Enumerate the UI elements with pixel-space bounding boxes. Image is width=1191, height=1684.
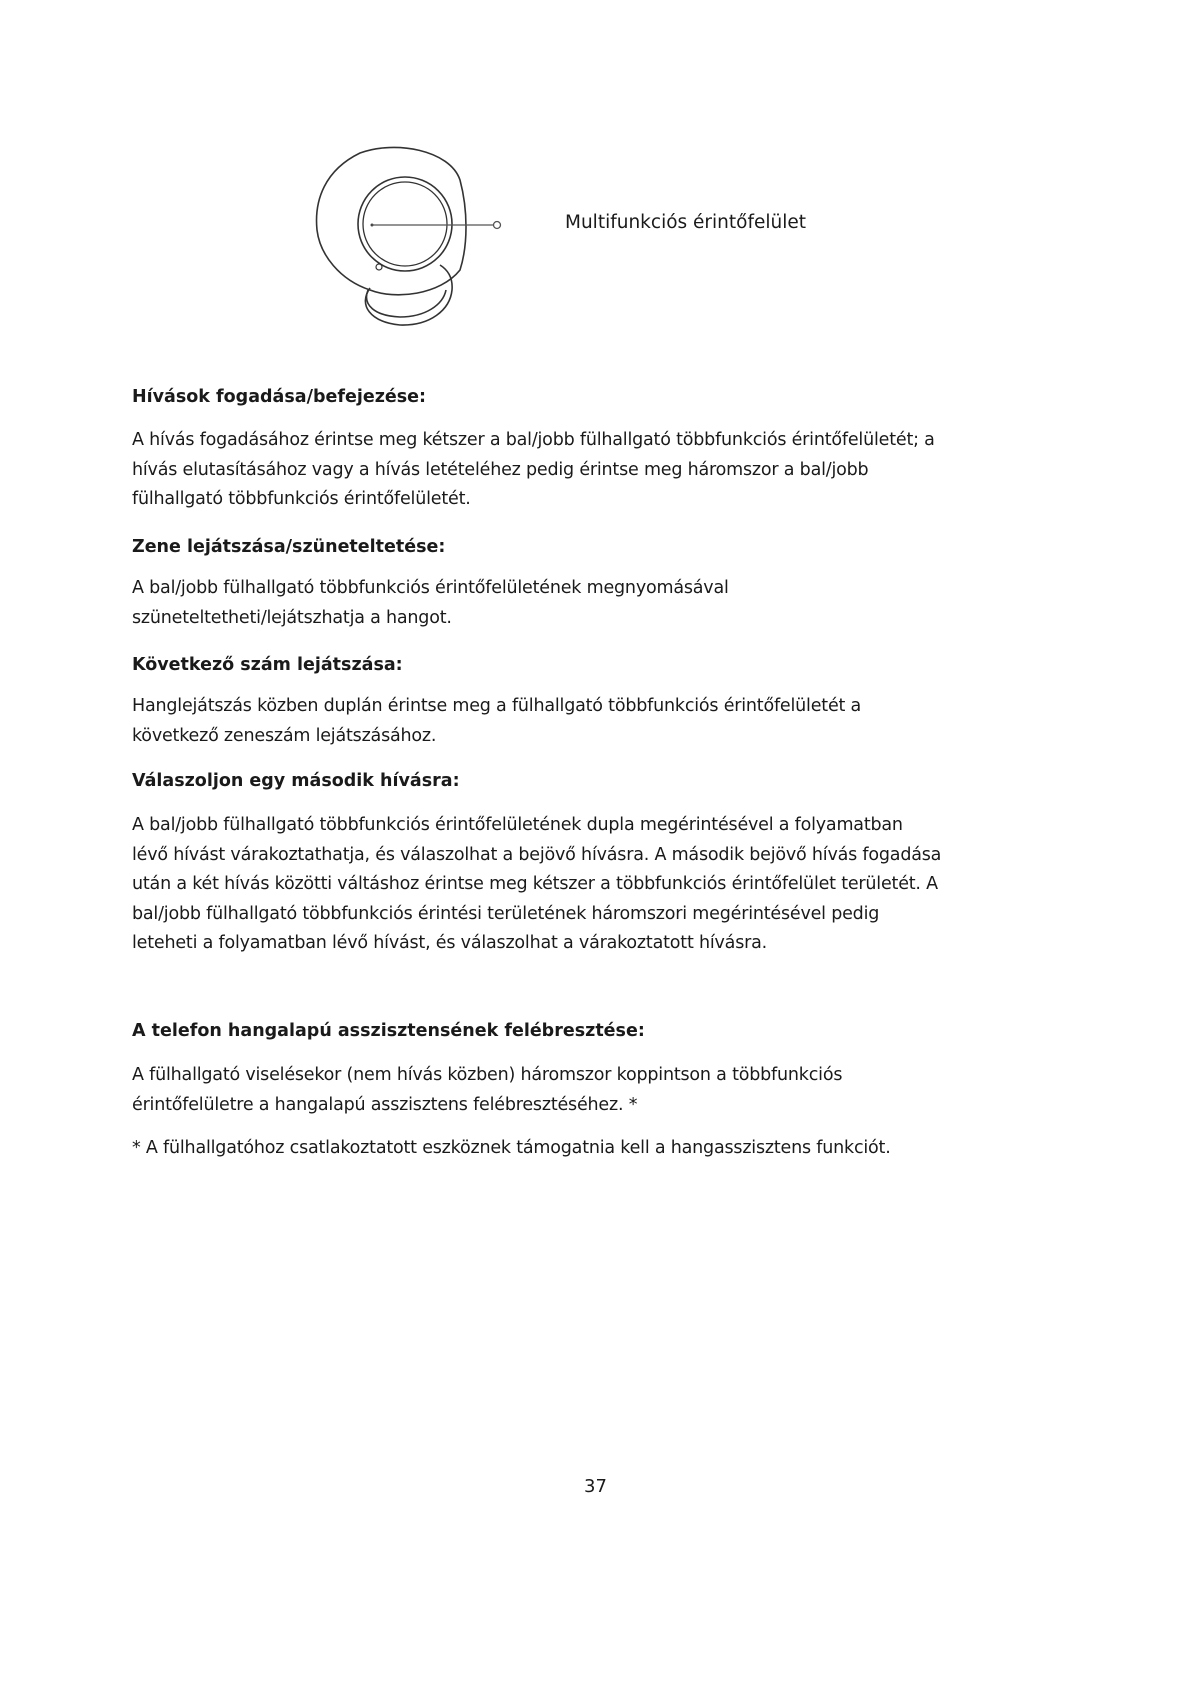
section-heading: Zene lejátszása/szüneteltetése: [132, 537, 446, 557]
text-line: következő zeneszám lejátszásához. [132, 725, 437, 746]
figure-label: Multifunkciós érintőfelület [565, 212, 807, 233]
earbud-illustration [300, 130, 520, 330]
section-body [132, 692, 861, 751]
section-body [132, 574, 729, 633]
page-number: 37 [584, 1476, 607, 1497]
text-line: A hívás fogadásához érintse meg kétszer a bal/jobb fülhallgató többfunkciós érintőfelületét; a [132, 430, 935, 450]
text-line: leteheti a folyamatban lévő hívást, és válaszolhat a várakoztatott hívásra. [132, 933, 767, 953]
text-line: fülhallgató többfunkciós érintőfelületét. [132, 489, 471, 509]
text-line: érintőfelületre a hangalapú asszisztens felébresztéséhez. * [132, 1094, 638, 1115]
section-body [132, 811, 941, 959]
text-line: után a két hívás közötti váltáshoz érintse meg kétszer a többfunkciós érintőfelület területét. A [132, 874, 938, 894]
footnote: * A fülhallgatóhoz csatlakoztatott eszköznek támogatnia kell a hangasszisztens funkciót. [132, 1138, 891, 1158]
text-line: hívás elutasításához vagy a hívás letételéhez pedig érintse meg háromszor a bal/jobb [132, 459, 869, 480]
text-line: A bal/jobb fülhallgató többfunkciós érintőfelületének megnyomásával [132, 578, 729, 598]
section-heading: Válaszoljon egy második hívásra: [132, 771, 460, 791]
section-body [132, 1061, 842, 1120]
text-line: lévő hívást várakoztathatja, és válaszolhat a bejövő hívásra. A második bejövő hívás fogadása [132, 844, 942, 865]
text-line: A bal/jobb fülhallgató többfunkciós érintőfelületének dupla megérintésével a folyamatban [132, 815, 903, 835]
section-heading: Hívások fogadása/befejezése: [132, 387, 427, 407]
text-line: Hanglejátszás közben duplán érintse meg a fülhallgató többfunkciós érintőfelületét a [132, 696, 862, 716]
text-line: A fülhallgató viselésekor (nem hívás közben) háromszor koppintson a többfunkciós [132, 1065, 843, 1085]
section-body [132, 426, 935, 515]
section-heading: Következő szám lejátszása: [132, 655, 403, 675]
section-heading: A telefon hangalapú asszisztensének felébresztése: [132, 1021, 645, 1041]
text-line: bal/jobb fülhallgató többfunkciós érintési területének háromszori megérintésével pedig [132, 903, 880, 924]
text-line: szüneteltetheti/lejátszhatja a hangot. [132, 607, 452, 628]
